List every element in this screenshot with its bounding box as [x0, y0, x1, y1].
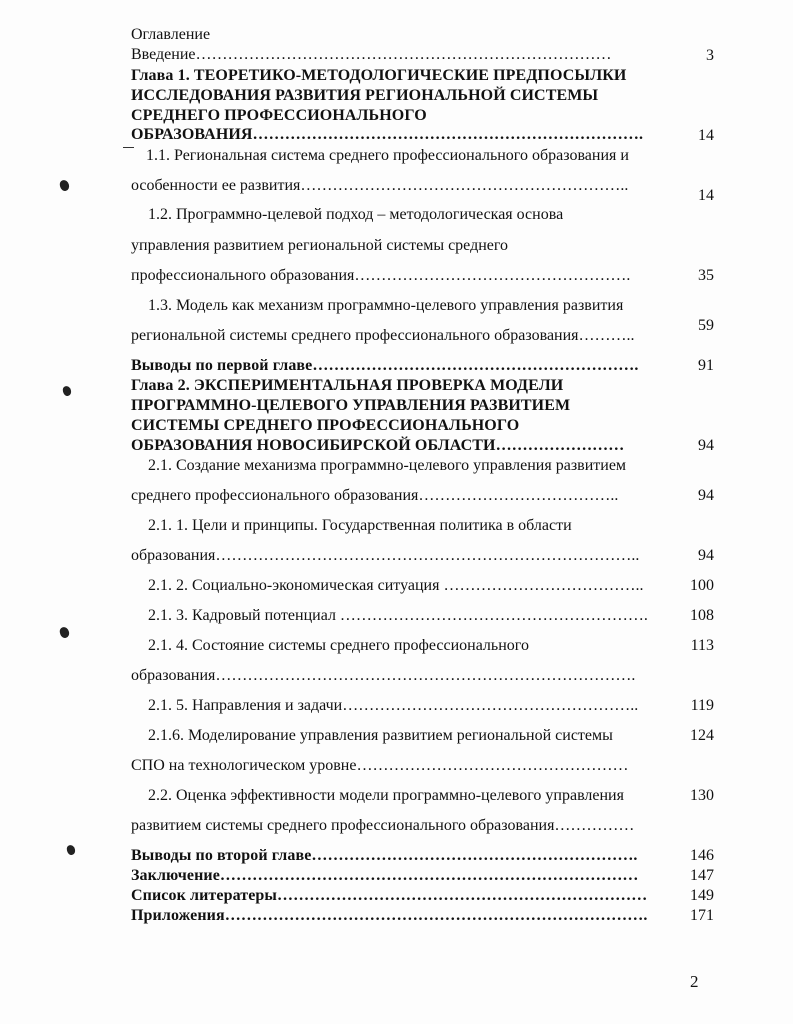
toc-line: особенности ее развития…………………………………………………….. [131, 177, 629, 194]
toc-page-number: 14 [698, 187, 714, 204]
toc-page-number: 35 [698, 267, 714, 284]
toc-line: среднего профессионального образования……………………………….. [131, 487, 619, 504]
toc-line: СПО на технологическом уровне…………………………………………… [131, 757, 629, 774]
toc-line: 2.1. 4. Состояние системы среднего профессионального [148, 637, 529, 654]
toc-line: региональной системы среднего профессионального образования……….. [131, 327, 635, 344]
toc-chapter-line: ИССЛЕДОВАНИЯ РАЗВИТИЯ РЕГИОНАЛЬНОЙ СИСТЕМЫ [131, 87, 599, 104]
toc-line: Введение…………………………………………………………………… [131, 46, 612, 63]
toc-line: Выводы по первой главе……………………………………………………. [131, 357, 639, 374]
toc-line: профессионального образования……………………………………………. [131, 267, 631, 284]
toc-line: 2.1. 5. Направления и задачи……………………………………………….. [148, 697, 639, 714]
toc-chapter-line: ОБРАЗОВАНИЯ………………………………………………………………. [131, 126, 644, 143]
toc-page-number: 130 [690, 787, 714, 804]
toc-chapter-line: ОБРАЗОВАНИЯ НОВОСИБИРСКОЙ ОБЛАСТИ…………………… [131, 437, 625, 454]
toc-line: 2.1. 2. Социально-экономическая ситуация ……………………………….. [148, 577, 644, 594]
toc-heading: Оглавление [131, 26, 211, 43]
toc-page-number: 59 [698, 317, 714, 334]
toc-page-number: 119 [690, 697, 714, 714]
toc-line: 2.1. 1. Цели и принципы. Государственная политика в области [148, 517, 572, 534]
toc-line: 1.3. Модель как механизм программно-целевого управления развития [148, 297, 624, 314]
toc-page-number: 124 [690, 727, 714, 744]
toc-line: образования…………………………………………………………………….. [131, 547, 640, 564]
toc-line: управления развитием региональной системы среднего [131, 237, 509, 254]
toc-chapter-line: СИСТЕМЫ СРЕДНЕГО ПРОФЕССИОНАЛЬНОГО [131, 417, 520, 434]
toc-chapter-line: ПРОГРАММНО-ЦЕЛЕВОГО УПРАВЛЕНИЯ РАЗВИТИЕМ [131, 397, 571, 414]
toc-line: 1.1. Региональная система среднего профессионального образования и [146, 147, 629, 164]
toc-page-number: 108 [690, 607, 714, 624]
toc-page-number: 14 [698, 127, 714, 144]
toc-line: Приложения……………………………………………………………………. [131, 907, 648, 924]
toc-page-number: 94 [698, 547, 714, 564]
page-number: 2 [690, 972, 699, 991]
toc-chapter-line: Глава 2. ЭКСПЕРИМЕНТАЛЬНАЯ ПРОВЕРКА МОДЕЛИ [131, 377, 564, 394]
toc-line: 1.2. Программно-целевой подход – методологическая основа [148, 206, 564, 223]
toc-page-number: 146 [690, 847, 714, 864]
toc-page-number: 91 [698, 357, 714, 374]
toc-page-number: 147 [690, 867, 714, 884]
toc-page-number: 149 [690, 887, 714, 904]
toc-line: Список литератеры…………………………………………………………… [131, 887, 648, 904]
scan-hole-mark [66, 844, 76, 856]
toc-page-number: 100 [690, 577, 714, 594]
toc-line: образования……………………………………………………………………. [131, 667, 636, 684]
toc-chapter-line: СРЕДНЕГО ПРОФЕССИОНАЛЬНОГО [131, 107, 427, 124]
toc-line: развитием системы среднего профессионального образования…………… [131, 817, 635, 834]
toc-line: 2.1.6. Моделирование управления развитием региональной системы [148, 727, 613, 744]
scan-tick-mark [123, 147, 134, 148]
scan-hole-mark [62, 385, 72, 397]
toc-page-number: 94 [698, 487, 714, 504]
toc-line: 2.1. Создание механизма программно-целевого управления развитием [148, 457, 627, 474]
toc-page-number: 3 [706, 47, 714, 64]
scan-hole-mark [59, 626, 71, 639]
scan-hole-mark [59, 179, 71, 192]
toc-chapter-line: Глава 1. ТЕОРЕТИКО-МЕТОДОЛОГИЧЕСКИЕ ПРЕДПОСЫЛКИ [131, 67, 627, 84]
toc-page-number: 113 [690, 637, 714, 654]
toc-line: Заключение…………………………………………………………………… [131, 867, 639, 884]
toc-line: Выводы по второй главе……………………………………………………. [131, 847, 638, 864]
toc-page-number: 171 [690, 907, 714, 924]
toc-line: 2.2. Оценка эффективности модели программно-целевого управления [148, 787, 624, 804]
toc-line: 2.1. 3. Кадровый потенциал …………………………………………………. [148, 607, 648, 624]
toc-page-number: 94 [698, 437, 714, 454]
